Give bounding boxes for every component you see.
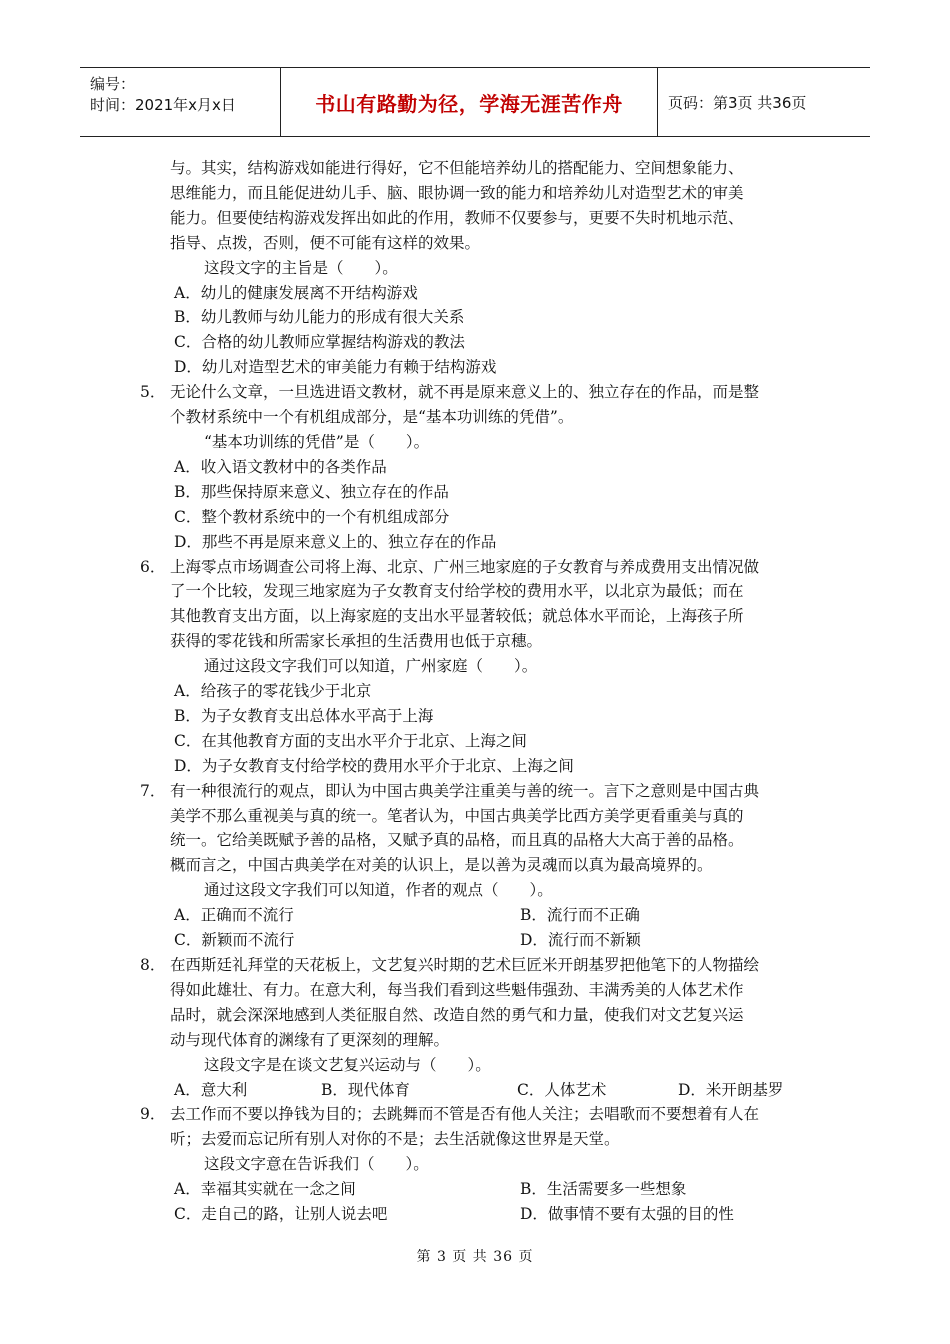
passage-line: 得如此雄壮、有力。在意大利，每当我们看到这些魁伟强劲、丰满秀美的人体艺术作	[170, 980, 744, 999]
option-a: A．意大利	[174, 1080, 248, 1099]
option-b: B．为子女教育支出总体水平高于上海	[174, 706, 434, 725]
option-d: D．米开朗基罗	[678, 1080, 784, 1099]
passage-line: 能力。但要使结构游戏发挥出如此的作用，教师不仅要参与，更要不失时机地示范、	[170, 208, 744, 227]
option-a: A．幼儿的健康发展离不开结构游戏	[174, 283, 418, 302]
option-a: A．给孩子的零花钱少于北京	[174, 682, 372, 701]
question-number: 7．	[140, 781, 166, 800]
question-stem: 这段文字的主旨是（ ）。	[204, 258, 398, 277]
option-b: B．那些保持原来意义、独立存在的作品	[174, 482, 449, 501]
option-c: C．在其他教育方面的支出水平介于北京、上海之间	[174, 731, 527, 750]
question-5	[140, 380, 815, 554]
option-a: A．正确而不流行	[174, 906, 294, 925]
option-b: B．流行而不正确	[520, 906, 640, 925]
question-7	[140, 779, 815, 953]
option-b: B．幼儿教师与幼儿能力的形成有很大关系	[174, 308, 465, 327]
serial-label: 编号：	[90, 75, 136, 93]
option-c: C．走自己的路，让别人说去吧	[174, 1205, 388, 1224]
page-footer: 第 3 页 共 36 页	[416, 1249, 534, 1265]
question-stem: 这段文字是在谈文艺复兴运动与（ ）。	[204, 1055, 491, 1074]
question-6	[140, 555, 815, 779]
passage-line: 了一个比较，发现三地家庭为子女教育支付给学校的费用水平，以北京为最低；而在	[170, 582, 744, 601]
option-d: D．幼儿对造型艺术的审美能力有赖于结构游戏	[174, 358, 497, 377]
question-stem: 这段文字意在告诉我们（ ）。	[204, 1155, 429, 1174]
passage-line: 其他教育支出方面，以上海家庭的支出水平显著较低；就总体水平而论，上海孩子所	[170, 607, 744, 626]
passage-line: 概而言之，中国古典美学在对美的认识上，是以善为灵魂而以真为最高境界的。	[170, 856, 713, 875]
passage-line: 与。其实，结构游戏如能进行得好，它不但能培养幼儿的搭配能力、空间想象能力、	[170, 159, 744, 177]
option-d: D．做事情不要有太强的目的性	[520, 1205, 734, 1224]
option-c: C．新颖而不流行	[174, 931, 295, 950]
header-meta	[80, 68, 280, 136]
date-label: 时间：2021年x月x日	[90, 96, 236, 114]
question-stem: 通过这段文字我们可以知道，作者的观点（ ）。	[204, 881, 553, 900]
question-number: 8．	[140, 956, 166, 974]
passage-line: 去工作而不要以挣钱为目的；去跳舞而不管是否有他人关注；去唱歌而不要想着有人在	[170, 1105, 760, 1124]
passage-line: 美学不那么重视美与真的统一。笔者认为，中国古典美学比西方美学更看重美与真的	[170, 806, 744, 825]
option-c: C．人体艺术	[517, 1080, 607, 1099]
header-page-label: 页码：第3页 共36页	[668, 93, 807, 112]
passage-line: 指导、点拨，否则，便不可能有这样的效果。	[170, 233, 481, 252]
passage-line: 听；去爱而忘记所有别人对你的不是；去生活就像这世界是天堂。	[170, 1130, 620, 1149]
passage-line: 统一。它给美既赋予善的品格，又赋予真的品格，而且真的品格大大高于善的品格。	[170, 831, 744, 850]
document-body	[140, 156, 815, 1227]
passage-line: 在西斯廷礼拜堂的天花板上，文艺复兴时期的艺术巨匠米开朗基罗把他笔下的人物描绘	[170, 956, 760, 974]
question-9	[140, 1102, 815, 1227]
header-motto: 书山有路勤为径，学海无涯苦作舟	[280, 68, 658, 136]
option-b: B．生活需要多一些想象	[520, 1180, 687, 1199]
option-a: A．幸福其实就在一念之间	[174, 1180, 356, 1199]
passage-line: 品时，就会深深地感到人类征服自然、改造自然的勇气和力量，使我们对文艺复兴运	[170, 1005, 744, 1024]
passage-line: 动与现代体育的渊缘有了更深刻的理解。	[170, 1030, 450, 1049]
question-number: 6．	[140, 557, 166, 576]
question-stem: 通过这段文字我们可以知道，广州家庭（ ）。	[204, 657, 538, 676]
passage-4	[140, 156, 815, 380]
question-number: 9．	[140, 1105, 166, 1124]
option-b: B．现代体育	[321, 1080, 410, 1099]
question-stem: “基本功训练的凭借”是（ ）。	[204, 432, 430, 451]
passage-line: 无论什么文章，一旦选进语文教材，就不再是原来意义上的、独立存在的作品，而是整	[170, 383, 760, 402]
page-header	[80, 67, 870, 137]
option-d: D．流行而不新颖	[520, 931, 641, 950]
passage-line: 个教材系统中一个有机组成部分，是“基本功训练的凭借”。	[170, 408, 574, 427]
question-number: 5．	[140, 383, 166, 402]
option-d: D．为子女教育支付给学校的费用水平介于北京、上海之间	[174, 756, 574, 775]
passage-line: 有一种很流行的观点，即认为中国古典美学注重美与善的统一。言下之意则是中国古典	[170, 781, 760, 800]
option-d: D．那些不再是原来意义上的、独立存在的作品	[174, 532, 497, 551]
passage-line: 上海零点市场调查公司将上海、北京、广州三地家庭的子女教育与养成费用支出情况做	[170, 557, 760, 576]
passage-line: 获得的零花钱和所需家长承担的生活费用也低于京穗。	[170, 632, 543, 651]
passage-line: 思维能力，而且能促进幼儿手、脑、眼协调一致的能力和培养幼儿对造型艺术的审美	[170, 183, 744, 202]
option-a: A．收入语文教材中的各类作品	[174, 457, 387, 476]
option-c: C．整个教材系统中的一个有机组成部分	[174, 507, 450, 526]
question-8	[140, 953, 815, 1102]
option-c: C．合格的幼儿教师应掌握结构游戏的教法	[174, 333, 465, 352]
